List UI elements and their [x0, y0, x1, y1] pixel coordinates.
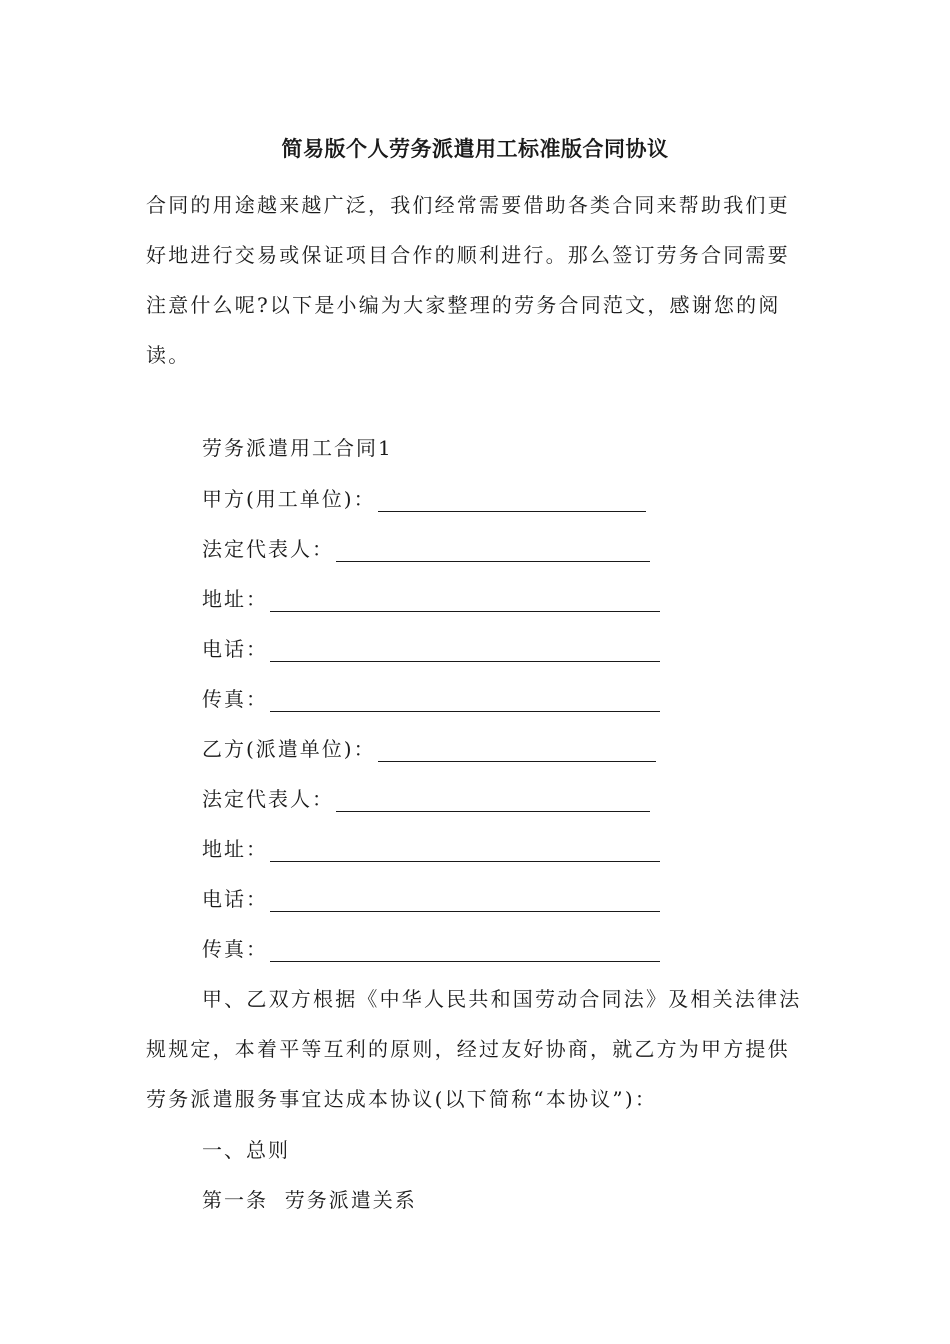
fill-in-blank	[270, 689, 660, 712]
article-heading: 第一条 劳务派遣关系	[202, 1188, 417, 1212]
fill-in-blank	[378, 739, 656, 762]
fill-in-blank	[270, 839, 660, 862]
party-b-fax-field	[202, 932, 660, 962]
preamble-paragraph: 甲、乙双方根据《中华人民共和国劳动合同法》及相关法律法规规定，本着平等互利的原则，经过友好协商，就乙方为甲方提供劳务派遣服务事宜达成本协议(以下简称“本协议”)：	[146, 987, 802, 1111]
field-label: 法定代表人：	[202, 787, 334, 811]
fill-in-blank	[336, 539, 650, 562]
party-a-fax-field	[202, 682, 660, 712]
fill-in-blank	[270, 889, 660, 912]
fill-in-blank	[270, 939, 660, 962]
party-b-name-field	[202, 732, 656, 762]
fill-in-blank	[270, 639, 660, 662]
field-label: 电话：	[202, 887, 268, 911]
field-label: 电话：	[202, 637, 268, 661]
party-b-representative-field	[202, 782, 650, 812]
party-a-phone-field	[202, 632, 660, 662]
field-label: 法定代表人：	[202, 537, 334, 561]
fill-in-blank	[270, 589, 660, 612]
contract-name: 劳务派遣用工合同1	[202, 436, 393, 460]
party-a-address-field	[202, 582, 660, 612]
field-label: 地址：	[202, 587, 268, 611]
party-a-name-field	[202, 482, 646, 512]
field-label: 传真：	[202, 937, 268, 961]
fill-in-blank	[378, 489, 646, 512]
party-b-phone-field	[202, 882, 660, 912]
fill-in-blank	[336, 789, 650, 812]
field-label: 甲方(用工单位)：	[202, 487, 376, 511]
field-label: 传真：	[202, 687, 268, 711]
section-heading: 一、总则	[202, 1138, 290, 1162]
party-b-address-field	[202, 832, 660, 862]
document-title: 简易版个人劳务派遣用工标准版合同协议	[281, 137, 669, 161]
field-label: 地址：	[202, 837, 268, 861]
party-a-representative-field	[202, 532, 650, 562]
field-label: 乙方(派遣单位)：	[202, 737, 376, 761]
intro-paragraph: 合同的用途越来越广泛，我们经常需要借助各类合同来帮助我们更好地进行交易或保证项目合作的顺利进行。那么签订劳务合同需要注意什么呢?以下是小编为大家整理的劳务合同范文，感谢您的阅读。	[146, 193, 790, 367]
